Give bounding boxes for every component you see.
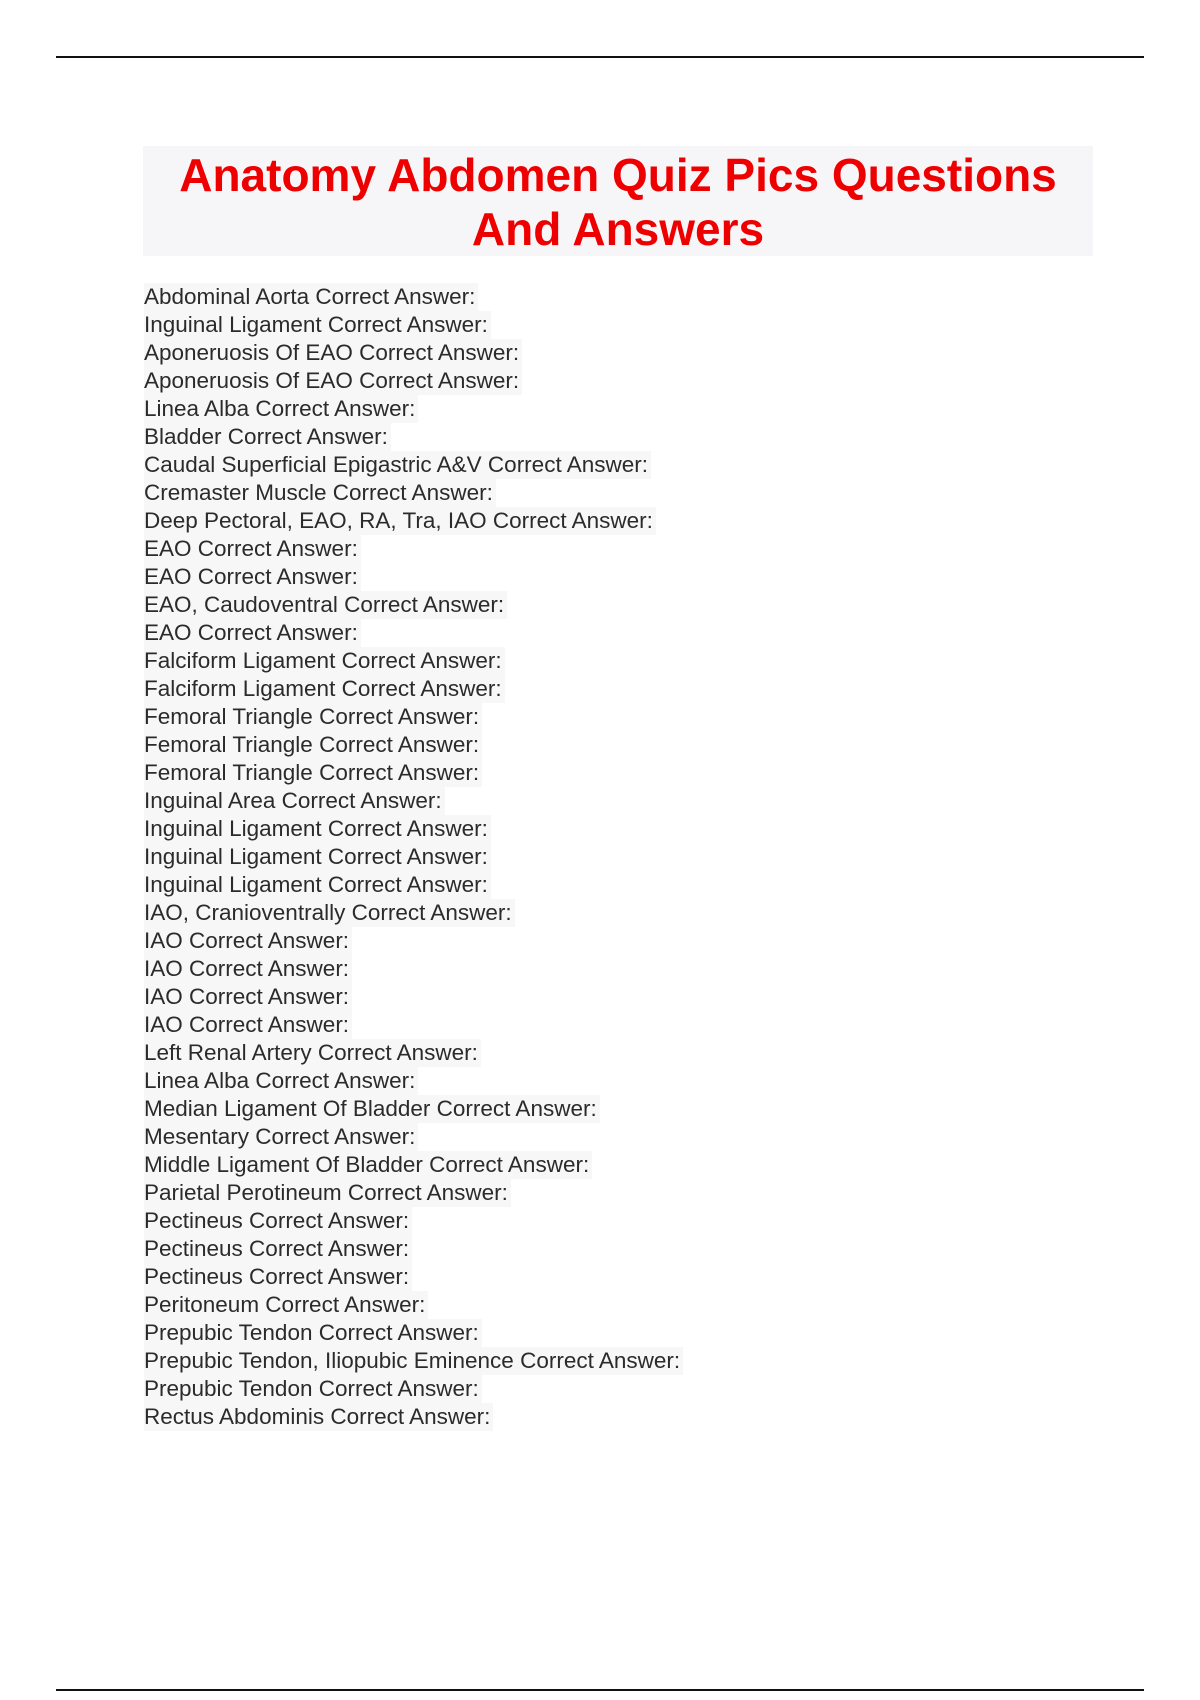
list-item xyxy=(144,1151,683,1179)
list-item xyxy=(144,1375,683,1403)
question-text: Falciform Ligament Correct Answer: xyxy=(144,647,505,675)
list-item xyxy=(144,731,683,759)
question-text: Cremaster Muscle Correct Answer: xyxy=(144,479,496,507)
question-text: Pectineus Correct Answer: xyxy=(144,1207,412,1235)
list-item xyxy=(144,619,683,647)
question-text: EAO, Caudoventral Correct Answer: xyxy=(144,591,507,619)
question-text: Median Ligament Of Bladder Correct Answer: xyxy=(144,1095,600,1123)
question-text: Linea Alba Correct Answer: xyxy=(144,395,418,423)
question-text: IAO Correct Answer: xyxy=(144,1011,352,1039)
list-item xyxy=(144,1291,683,1319)
list-item xyxy=(144,815,683,843)
question-text: Mesentary Correct Answer: xyxy=(144,1123,418,1151)
question-text: Pectineus Correct Answer: xyxy=(144,1263,412,1291)
list-item xyxy=(144,647,683,675)
list-item xyxy=(144,871,683,899)
question-text: Femoral Triangle Correct Answer: xyxy=(144,759,482,787)
list-item xyxy=(144,1207,683,1235)
question-text: IAO Correct Answer: xyxy=(144,927,352,955)
question-text: Left Renal Artery Correct Answer: xyxy=(144,1039,481,1067)
question-text: Inguinal Ligament Correct Answer: xyxy=(144,843,491,871)
list-item xyxy=(144,451,683,479)
question-text: Caudal Superficial Epigastric A&V Correct Answer: xyxy=(144,451,651,479)
list-item xyxy=(144,675,683,703)
list-item xyxy=(144,983,683,1011)
question-text: Femoral Triangle Correct Answer: xyxy=(144,731,482,759)
question-text: Inguinal Ligament Correct Answer: xyxy=(144,311,491,339)
question-text: Pectineus Correct Answer: xyxy=(144,1235,412,1263)
question-text: Rectus Abdominis Correct Answer: xyxy=(144,1403,493,1431)
list-item xyxy=(144,1263,683,1291)
top-rule xyxy=(56,56,1144,58)
page-title: Anatomy Abdomen Quiz Pics Questions And Answers xyxy=(179,149,1057,255)
list-item xyxy=(144,507,683,535)
list-item xyxy=(144,1039,683,1067)
list-item xyxy=(144,1347,683,1375)
question-text: EAO Correct Answer: xyxy=(144,535,361,563)
question-text: Prepubic Tendon Correct Answer: xyxy=(144,1319,482,1347)
question-text: Aponeruosis Of EAO Correct Answer: xyxy=(144,339,522,367)
list-item xyxy=(144,339,683,367)
list-item xyxy=(144,1319,683,1347)
question-text: IAO, Cranioventrally Correct Answer: xyxy=(144,899,515,927)
question-text: EAO Correct Answer: xyxy=(144,619,361,647)
question-text: IAO Correct Answer: xyxy=(144,983,352,1011)
list-item xyxy=(144,1011,683,1039)
bottom-rule xyxy=(56,1689,1144,1691)
question-text: IAO Correct Answer: xyxy=(144,955,352,983)
question-text: Middle Ligament Of Bladder Correct Answer: xyxy=(144,1151,592,1179)
question-text: Linea Alba Correct Answer: xyxy=(144,1067,418,1095)
list-item xyxy=(144,423,683,451)
list-item xyxy=(144,787,683,815)
question-text: Femoral Triangle Correct Answer: xyxy=(144,703,482,731)
question-text: Inguinal Ligament Correct Answer: xyxy=(144,815,491,843)
question-text: Prepubic Tendon, Iliopubic Eminence Correct Answer: xyxy=(144,1347,683,1375)
question-text: Deep Pectoral, EAO, RA, Tra, IAO Correct Answer: xyxy=(144,507,656,535)
list-item xyxy=(144,955,683,983)
question-text: Bladder Correct Answer: xyxy=(144,423,391,451)
list-item xyxy=(144,1235,683,1263)
list-item xyxy=(144,1067,683,1095)
title-banner xyxy=(143,146,1093,256)
question-text: Inguinal Ligament Correct Answer: xyxy=(144,871,491,899)
list-item xyxy=(144,479,683,507)
question-text: Prepubic Tendon Correct Answer: xyxy=(144,1375,482,1403)
list-item xyxy=(144,899,683,927)
list-item xyxy=(144,1403,683,1431)
question-text: Aponeruosis Of EAO Correct Answer: xyxy=(144,367,522,395)
list-item xyxy=(144,1123,683,1151)
question-text: Abdominal Aorta Correct Answer: xyxy=(144,283,478,311)
list-item xyxy=(144,843,683,871)
question-text: Inguinal Area Correct Answer: xyxy=(144,787,445,815)
question-text: Peritoneum Correct Answer: xyxy=(144,1291,428,1319)
list-item xyxy=(144,311,683,339)
list-item xyxy=(144,283,683,311)
list-item xyxy=(144,591,683,619)
list-item xyxy=(144,535,683,563)
question-list xyxy=(144,283,683,1431)
question-text: EAO Correct Answer: xyxy=(144,563,361,591)
question-text: Falciform Ligament Correct Answer: xyxy=(144,675,505,703)
list-item xyxy=(144,927,683,955)
list-item xyxy=(144,1179,683,1207)
list-item xyxy=(144,563,683,591)
list-item xyxy=(144,367,683,395)
list-item xyxy=(144,703,683,731)
list-item xyxy=(144,395,683,423)
list-item xyxy=(144,1095,683,1123)
question-text: Parietal Perotineum Correct Answer: xyxy=(144,1179,511,1207)
list-item xyxy=(144,759,683,787)
